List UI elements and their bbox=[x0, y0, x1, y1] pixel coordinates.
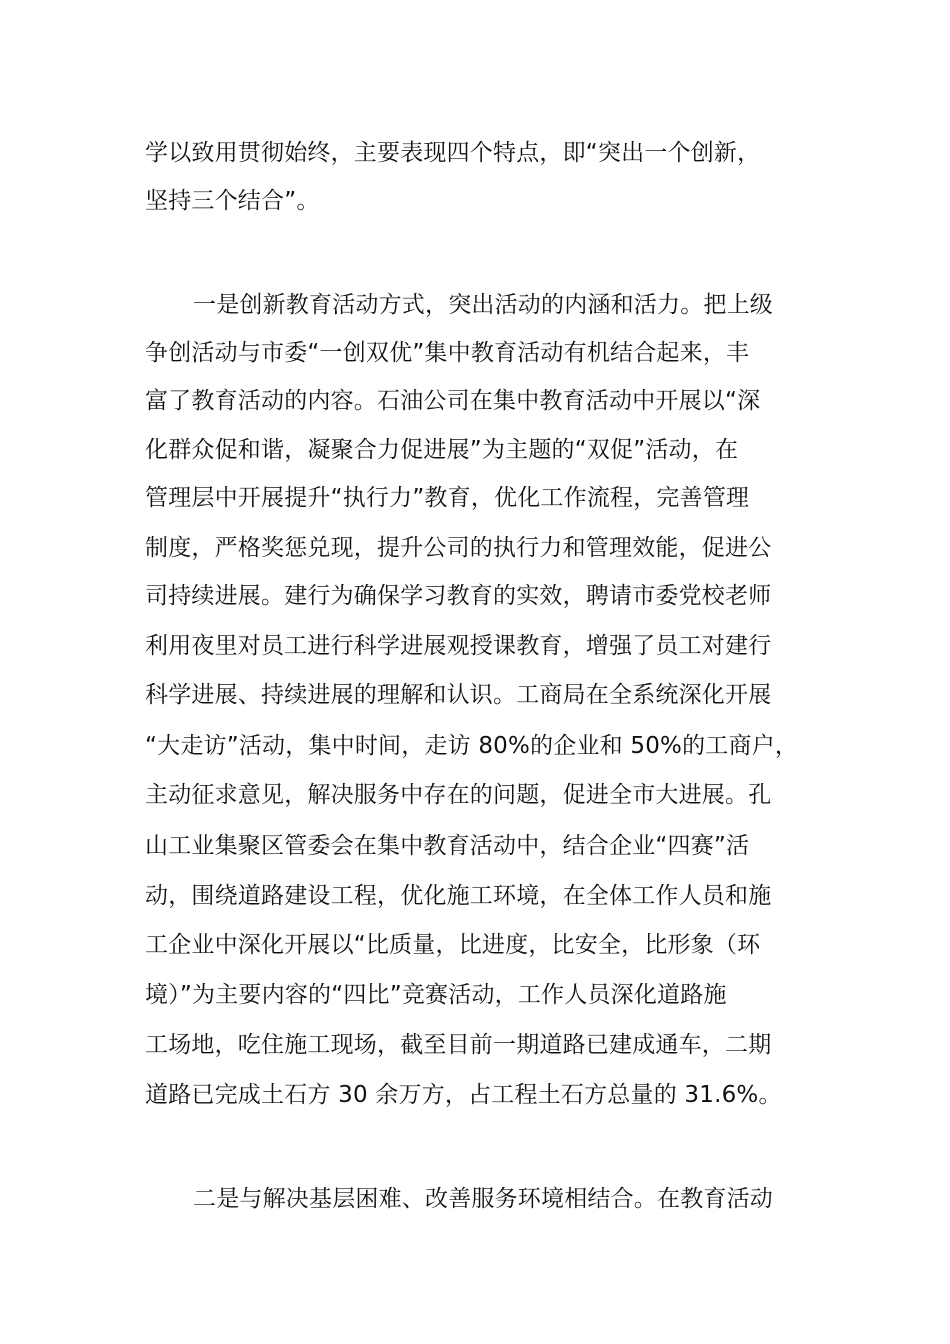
text-line: 一是创新教育活动方式，突出活动的内涵和活力。把上级 bbox=[193, 292, 773, 318]
text-line: 二是与解决基层困难、改善服务环境相结合。在教育活动 bbox=[193, 1186, 773, 1212]
text-line: 管理层中开展提升“执行力”教育，优化工作流程，完善管理 bbox=[145, 485, 750, 511]
text-line: 境）”为主要内容的“四比”竞赛活动，工作人员深化道路施 bbox=[145, 982, 727, 1008]
text-line: 动，围绕道路建设工程，优化施工环境，在全体工作人员和施 bbox=[145, 883, 772, 909]
text-line: 主动征求意见，解决服务中存在的问题，促进全市大进展。孔 bbox=[145, 782, 772, 808]
text-line: 道路已完成土石方 30 余万方，占工程土石方总量的 31.6%。 bbox=[145, 1082, 782, 1108]
text-line: 司持续进展。建行为确保学习教育的实效，聘请市委党校老师 bbox=[145, 583, 772, 609]
text-line: 利用夜里对员工进行科学进展观授课教育，增强了员工对建行 bbox=[145, 633, 772, 659]
text-line: 坚持三个结合”。 bbox=[145, 188, 320, 214]
text-line: 制度，严格奖惩兑现，提升公司的执行力和管理效能，促进公 bbox=[145, 535, 772, 561]
text-line: 工企业中深化开展以“比质量，比进度，比安全，比形象（环 bbox=[145, 932, 761, 958]
text-line: 山工业集聚区管委会在集中教育活动中，结合企业“四赛”活 bbox=[145, 833, 750, 859]
text-line: 学以致用贯彻始终，主要表现四个特点，即“突出一个创新， bbox=[145, 140, 761, 166]
text-line: 争创活动与市委“一创双优”集中教育活动有机结合起来，丰 bbox=[145, 340, 750, 366]
text-line: 工场地，吃住施工现场，截至目前一期道路已建成通车，二期 bbox=[145, 1032, 772, 1058]
text-line: 化群众促和谐，凝聚合力促进展”为主题的“双促”活动，在 bbox=[145, 437, 739, 463]
text-line: 科学进展、持续进展的理解和认识。工商局在全系统深化开展 bbox=[145, 682, 772, 708]
text-line: “大走访”活动，集中时间，走访 80%的企业和 50%的工商户， bbox=[145, 733, 799, 759]
text-line: 富了教育活动的内容。石油公司在集中教育活动中开展以“深 bbox=[145, 388, 761, 414]
